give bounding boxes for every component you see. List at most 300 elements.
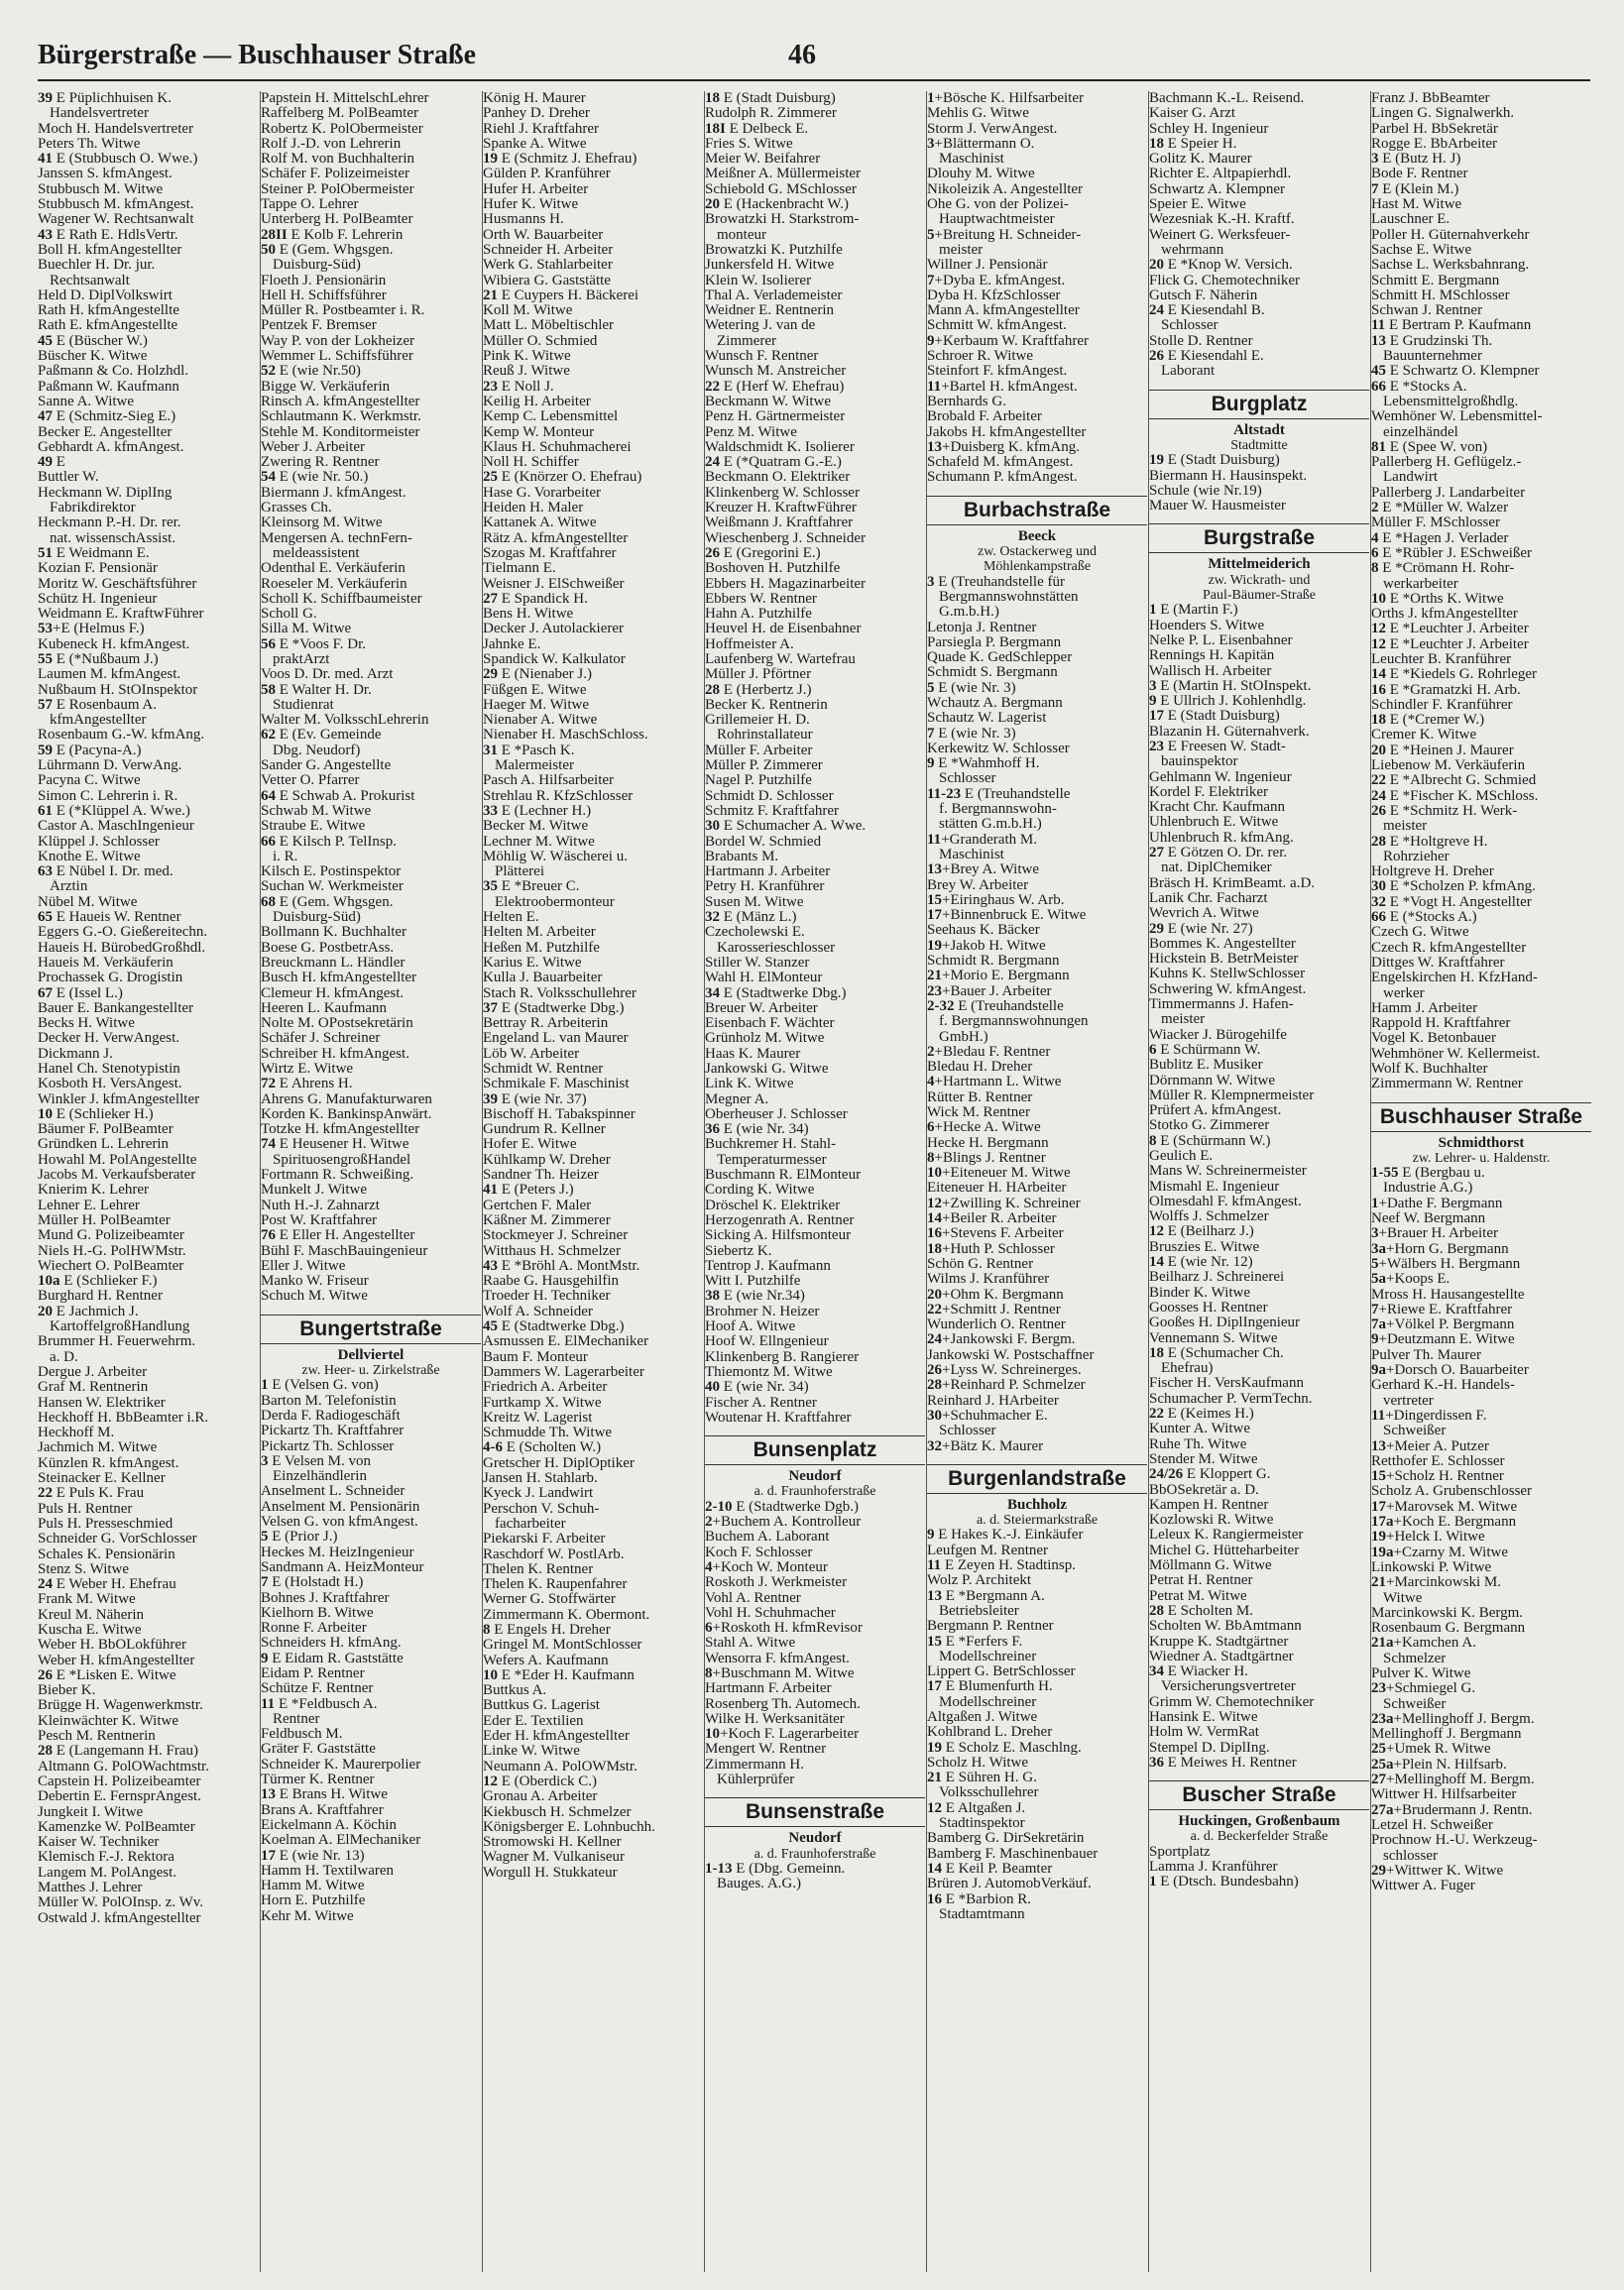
directory-entry: Eggers G.-O. Gießereitechn.: [38, 925, 208, 941]
directory-entry: Sachse L. Werksbahnrang.: [1371, 258, 1530, 274]
directory-entry: Wagener W. Rechtsanwalt: [38, 212, 194, 228]
directory-entry: 26 E *Schmitz H. Werk-: [1371, 803, 1518, 819]
directory-entry: 13+Meier A. Putzer: [1371, 1438, 1489, 1454]
directory-entry: Binder K. Witwe: [1149, 1285, 1251, 1301]
directory-entry: Schales K. Pensionärin: [38, 1546, 175, 1562]
directory-entry: Vetter O. Pfarrer: [261, 773, 360, 789]
directory-entry: Mellinghoff J. Bergmann: [1371, 1727, 1522, 1743]
directory-entry: 24 E (*Quatram G.-E.): [705, 455, 842, 471]
district-label: Neudorf: [788, 1830, 842, 1847]
directory-entry: Robertz K. PolObermeister: [261, 121, 423, 137]
location-note: a. d. Beckerfelder Straße: [1190, 1829, 1329, 1845]
directory-entry: Burghard H. Rentner: [38, 1289, 163, 1305]
directory-entry: Hamm H. Textilwaren: [261, 1863, 395, 1879]
directory-entry: 33 E (Lechner H.): [483, 803, 592, 819]
directory-entry: Schneider G. VorSchlosser: [38, 1532, 197, 1547]
directory-entry: Müller J. Pförtner: [705, 667, 812, 683]
directory-entry: Beckmann O. Elektriker: [705, 470, 851, 486]
directory-entry: Prüfert A. kfmAngest.: [1149, 1103, 1282, 1119]
directory-entry: 1+Dathe F. Bergmann: [1371, 1196, 1503, 1211]
directory-entry: Husmanns H.: [483, 212, 564, 228]
entry-continuation: Ärztin: [50, 879, 88, 895]
directory-entry: 23+Bauer J. Arbeiter: [927, 983, 1052, 999]
directory-entry: Kyeck J. Landwirt: [483, 1486, 594, 1502]
directory-entry: Walter M. VolksschLehrerin: [261, 713, 429, 729]
directory-entry: Kuscha E. Witwe: [38, 1622, 142, 1638]
directory-entry: Leufgen M. Rentner: [927, 1543, 1049, 1558]
directory-entry: 32 E *Vogt H. Angestellter: [1371, 894, 1532, 910]
district-label: Huckingen, Großenbaum: [1178, 1813, 1340, 1830]
directory-entry: Raabe G. Hausgehilfin: [483, 1274, 620, 1290]
location-note: a. d. Steiermarkstraße: [976, 1513, 1099, 1529]
directory-entry: 13 E Grudzinski Th.: [1371, 333, 1493, 349]
directory-entry: 11 E Bertram P. Kaufmann: [1371, 318, 1532, 334]
directory-entry: 9+Deutzmann E. Witwe: [1371, 1332, 1515, 1348]
directory-entry: Fries S. Witwe: [705, 136, 793, 152]
entry-continuation: meldeassistent: [273, 545, 360, 561]
directory-entry: 7 E (Klein M.): [1371, 181, 1459, 197]
directory-entry: Wilms J. Kranführer: [927, 1272, 1050, 1288]
directory-entry: 49 E: [38, 455, 65, 471]
directory-entry: Eisenbach F. Wächter: [705, 1016, 835, 1032]
directory-entry: Klemisch F.-J. Rektora: [38, 1850, 174, 1866]
location-note: a. d. Fraunhoferstraße: [754, 1484, 876, 1500]
directory-entry: Wieschenberg J. Schneider: [705, 530, 866, 546]
directory-entry: Vohl A. Rentner: [705, 1590, 801, 1606]
directory-entry: Eiteneuer H. HArbeiter: [927, 1181, 1067, 1197]
directory-entry: Weinert G. Werksfeuer-: [1149, 227, 1291, 243]
entry-continuation: bauinspektor: [1161, 754, 1238, 770]
directory-entry: 37 E (Stadtwerke Dbg.): [483, 1000, 625, 1016]
directory-entry: Nolte M. OPostsekretärin: [261, 1016, 413, 1032]
directory-entry: Wensorra F. kfmAngest.: [705, 1651, 850, 1666]
directory-entry: 6 E *Rübler J. ESchweißer: [1371, 545, 1533, 561]
directory-entry: Sanne A. Witwe: [38, 394, 135, 409]
entry-continuation: meister: [1383, 819, 1428, 835]
directory-entry: Stender M. Witwe: [1149, 1451, 1258, 1467]
directory-entry: Bamberg G. DirSekretärin: [927, 1831, 1085, 1847]
directory-entry: Eller J. Witwe: [261, 1258, 346, 1274]
directory-entry: 39 E (wie Nr. 37): [483, 1091, 587, 1107]
district-label: Beeck: [1017, 527, 1057, 544]
directory-entry: Stach R. Volksschullehrer: [483, 985, 637, 1001]
directory-entry: 11 E *Feldbusch A.: [261, 1696, 378, 1712]
directory-entry: Grillemeier H. D.: [705, 713, 810, 729]
directory-entry: Gehlmann W. Ingenieur: [1149, 769, 1292, 785]
directory-entry: 26 E Kiesendahl E.: [1149, 349, 1264, 365]
directory-entry: Nagel P. Putzhilfe: [705, 773, 812, 789]
directory-entry: 24 E Kiesendahl B.: [1149, 303, 1265, 319]
directory-entry: Stolle D. Rentner: [1149, 333, 1253, 349]
directory-entry: Heckes M. HeizIngenieur: [261, 1545, 414, 1560]
directory-entry: 12+Zwilling K. Schreiner: [927, 1196, 1081, 1211]
directory-entry: Kreul M. Näherin: [38, 1607, 145, 1623]
directory-entry: Gringel M. MontSchlosser: [483, 1638, 642, 1654]
directory-entry: Eidam P. Rentner: [261, 1665, 365, 1681]
directory-entry: Heckhoff M.: [38, 1426, 115, 1441]
directory-entry: Brans A. Kraftfahrer: [261, 1802, 384, 1818]
directory-entry: Browatzki K. Putzhilfe: [705, 242, 843, 258]
directory-entry: Retthofer E. Schlosser: [1371, 1453, 1505, 1469]
directory-entry: Stockmeyer J. Schreiner: [483, 1228, 629, 1244]
directory-entry: Debertin E. FernsprAngest.: [38, 1789, 201, 1805]
directory-entry: Sicking A. Hilfsmonteur: [705, 1228, 852, 1244]
directory-entry: 68 E (Gem. Whgsgen.: [261, 894, 394, 910]
directory-entry: Golitz K. Maurer: [1149, 152, 1252, 168]
entry-continuation: Rechtsanwalt: [50, 273, 130, 288]
directory-entry: 29 E (wie Nr. 27): [1149, 921, 1253, 937]
directory-entry: Orths J. kfmAngestellter: [1371, 607, 1518, 623]
directory-entry: 19+Jakob H. Witwe: [927, 938, 1046, 954]
directory-entry: Hickstein B. BetrMeister: [1149, 952, 1299, 968]
directory-entry: Gutsch F. Näherin: [1149, 287, 1258, 303]
column-6: [1148, 91, 1369, 2272]
directory-entry: Rütter B. Rentner: [927, 1089, 1033, 1105]
directory-entry: Stehle M. Konditormeister: [261, 424, 420, 440]
directory-entry: Panhey D. Dreher: [483, 106, 590, 122]
directory-entry: Müller F. MSchlosser: [1371, 515, 1501, 531]
directory-entry: Kreitz W. Lagerist: [483, 1410, 593, 1426]
directory-entry: Schreiber H. kfmAngest.: [261, 1046, 409, 1062]
directory-entry: Janssen S. kfmAngest.: [38, 167, 173, 182]
directory-entry: 7 E (Holstadt H.): [261, 1575, 364, 1591]
directory-entry: Ebbers W. Rentner: [705, 591, 817, 607]
directory-entry: Bäumer F. PolBeamter: [38, 1122, 174, 1138]
directory-entry: 12 E *Leuchter J. Arbeiter: [1371, 636, 1529, 652]
directory-entry: Scholl K. Schiffbaumeister: [261, 591, 422, 607]
entry-continuation: nat. DiplChemiker: [1161, 860, 1272, 876]
directory-entry: Heckmann P.-H. Dr. rer.: [38, 515, 181, 531]
directory-entry: Buchkremer H. Stahl-: [705, 1137, 837, 1153]
entry-continuation: Handelsvertreter: [50, 106, 149, 122]
entry-continuation: Schweißer: [1383, 1424, 1447, 1439]
directory-entry: Manko W. Friseur: [261, 1274, 369, 1290]
directory-entry: Letzel H. Schweißer: [1371, 1817, 1493, 1833]
district-label: Schmidthorst: [1438, 1134, 1525, 1151]
entry-continuation: Bauunternehmer: [1383, 349, 1482, 365]
entry-continuation: Schweißer: [1383, 1696, 1447, 1712]
directory-entry: Bublitz E. Musiker: [1149, 1058, 1263, 1074]
entry-continuation: Industrie A.G.): [1383, 1181, 1473, 1197]
directory-entry: Dergue J. Arbeiter: [38, 1364, 148, 1380]
directory-entry: Matthes J. Lehrer: [38, 1881, 143, 1896]
directory-entry: Flick G. Chemotechniker: [1149, 273, 1301, 288]
directory-entry: 21+Marcinkowski M.: [1371, 1575, 1501, 1591]
entry-continuation: meister: [1161, 1012, 1206, 1028]
directory-entry: 12 E Altgaßen J.: [927, 1800, 1026, 1816]
directory-entry: 9 E Hakes K.-J. Einkäufer: [927, 1528, 1084, 1544]
location-note: zw. Heer- u. Zirkelstraße: [301, 1363, 440, 1379]
directory-entry: Schmidt S. Bergmann: [927, 665, 1058, 681]
directory-entry: Schindler F. Kranführer: [1371, 697, 1513, 713]
directory-entry: 17 E (Stadt Duisburg): [1149, 709, 1280, 725]
directory-entry: Rätz A. kfmAngestellter: [483, 530, 629, 546]
directory-entry: Ostwald J. kfmAngestellter: [38, 1910, 201, 1926]
directory-entry: Stenz S. Witwe: [38, 1561, 130, 1577]
directory-entry: Gerhard K.-H. Handels-: [1371, 1378, 1515, 1394]
directory-entry: Schäfer J. Schreiner: [261, 1031, 381, 1047]
district-label: Neudorf: [788, 1468, 842, 1485]
directory-entry: Thiemontz M. Witwe: [705, 1364, 833, 1380]
directory-entry: 11+Dingerdissen F.: [1371, 1408, 1487, 1424]
entry-continuation: Maschinist: [939, 847, 1004, 862]
entry-continuation: Einzelhändlerin: [273, 1469, 367, 1485]
directory-entry: Oberheuser J. Schlosser: [705, 1106, 848, 1122]
directory-entry: Möhlig W. Wäscherei u.: [483, 849, 628, 864]
directory-entry: 4+Koch W. Monteur: [705, 1559, 828, 1575]
directory-entry: Woutenar H. Kraftfahrer: [705, 1410, 852, 1426]
directory-entry: Rudolph R. Zimmerer: [705, 106, 837, 122]
directory-entry: Jachmich M. Witwe: [38, 1440, 158, 1456]
directory-entry: Marcinkowski K. Bergm.: [1371, 1605, 1524, 1621]
entry-continuation: werker: [1383, 985, 1425, 1001]
directory-entry: 20 E *Knop W. Versich.: [1149, 258, 1293, 274]
entry-continuation: Temperaturmesser: [717, 1152, 827, 1168]
directory-entry: 38 E (wie Nr.34): [705, 1289, 805, 1305]
directory-entry: Wahl H. ElMonteur: [705, 971, 823, 986]
directory-entry: Ronne F. Arbeiter: [261, 1621, 367, 1637]
directory-entry: Brey W. Arbeiter: [927, 877, 1029, 893]
directory-entry: Neumann A. PolOWMstr.: [483, 1759, 638, 1775]
directory-entry: Feldbusch M.: [261, 1727, 343, 1743]
directory-entry: Koll M. Witwe: [483, 303, 573, 319]
directory-entry: 18+Huth P. Schlosser: [927, 1241, 1055, 1257]
directory-entry: 66 E (*Stocks A.): [1371, 910, 1477, 926]
directory-entry: Noll H. Schiffer: [483, 455, 579, 471]
entry-continuation: Schlosser: [1161, 318, 1218, 334]
directory-entry: 3 E Velsen M. von: [261, 1453, 371, 1469]
directory-entry: Pesch M. Rentnerin: [38, 1729, 156, 1745]
directory-entry: Rinsch A. kfmAngestellter: [261, 394, 420, 409]
directory-entry: Pulver K. Witwe: [1371, 1665, 1471, 1681]
directory-entry: 9 E Eidam R. Gaststätte: [261, 1651, 404, 1666]
directory-entry: Stahl A. Witwe: [705, 1636, 796, 1652]
directory-entry: Pentzek F. Bremser: [261, 318, 377, 334]
directory-entry: 28 E (Herbertz J.): [705, 682, 812, 698]
directory-entry: 20+Ohm K. Bergmann: [927, 1287, 1064, 1303]
directory-entry: Weber H. BbOLokführer: [38, 1638, 186, 1654]
directory-entry: Cremer K. Witwe: [1371, 728, 1477, 744]
directory-entry: Schroer R. Witwe: [927, 349, 1034, 365]
directory-entry: Wittwer A. Fuger: [1371, 1879, 1475, 1894]
directory-entry: 22 E Puls K. Frau: [38, 1486, 145, 1502]
entry-continuation: Schmelzer: [1383, 1651, 1447, 1666]
entry-continuation: Laborant: [1161, 364, 1216, 380]
directory-entry: Herzogenrath A. Rentner: [705, 1212, 855, 1228]
directory-entry: Thal A. Verlademeister: [705, 287, 843, 303]
directory-entry: Jungkeit I. Witwe: [38, 1804, 144, 1820]
directory-entry: Müller R. Postbeamter i. R.: [261, 303, 425, 319]
directory-entry: Spandick W. Kalkulator: [483, 651, 626, 667]
entry-continuation: f. Bergmannswohn-: [939, 802, 1057, 818]
directory-entry: 5+Breitung H. Schneider-: [927, 227, 1082, 243]
directory-entry: Nuth H.-J. Zahnarzt: [261, 1198, 380, 1213]
directory-entry: Ruhe Th. Witwe: [1149, 1436, 1247, 1452]
entry-continuation: a. D.: [50, 1349, 78, 1365]
directory-entry: Pulver Th. Maurer: [1371, 1347, 1481, 1363]
directory-entry: Strehlau R. KfzSchlosser: [483, 788, 634, 804]
directory-entry: 18 E (*Cremer W.): [1371, 713, 1485, 729]
directory-entry: Raffelberg M. PolBeamter: [261, 106, 418, 122]
directory-entry: Suchan W. Werkmeister: [261, 879, 404, 895]
directory-entry: Rath H. kfmAngestellte: [38, 303, 179, 319]
directory-entry: Jankowski G. Witwe: [705, 1062, 829, 1077]
directory-entry: Pacyna C. Witwe: [38, 773, 141, 789]
directory-entry: Gründken L. Lehrerin: [38, 1137, 170, 1153]
directory-entry: 21+Morio E. Bergmann: [927, 969, 1070, 984]
directory-entry: Hanel Ch. Stenotypistin: [38, 1062, 180, 1077]
directory-entry: 11+Granderath M.: [927, 832, 1037, 848]
directory-entry: Bollmann K. Buchhalter: [261, 925, 407, 941]
directory-entry: Klüppel J. Schlosser: [38, 834, 160, 850]
directory-entry: Piekarski F. Arbeiter: [483, 1532, 606, 1547]
directory-entry: Winkler J. kfmAngestellter: [38, 1091, 200, 1107]
directory-entry: Mund G. Polizeibeamter: [38, 1228, 184, 1244]
directory-entry: Heeren L. Kaufmann: [261, 1000, 388, 1016]
directory-entry: Hahn A. Putzhilfe: [705, 607, 812, 623]
entry-continuation: Stadtinspektor: [939, 1816, 1025, 1832]
directory-entry: Worgull H. Stukkateur: [483, 1865, 618, 1881]
directory-entry: Munkelt J. Witwe: [261, 1183, 368, 1199]
directory-entry: Werner G. Stoffwärter: [483, 1592, 616, 1608]
directory-entry: 17 E Blumenfurth H.: [927, 1679, 1053, 1695]
directory-entry: Hufer K. Witwe: [483, 197, 579, 213]
directory-entry: 8 E *Crömann H. Rohr-: [1371, 561, 1515, 577]
directory-entry: Hufer H. Arbeiter: [483, 181, 589, 197]
entry-continuation: Hauptwachtmeister: [939, 212, 1055, 228]
directory-entry: Lamma J. Kranführer: [1149, 1860, 1278, 1876]
entry-continuation: werkarbeiter: [1383, 576, 1458, 592]
directory-entry: Fischer A. Rentner: [705, 1395, 817, 1411]
directory-entry: 40 E (wie Nr. 34): [705, 1380, 809, 1396]
directory-entry: Ohe G. von der Polizei-: [927, 197, 1069, 213]
directory-entry: Reinhard J. HArbeiter: [927, 1393, 1059, 1409]
location-note: a. d. Fraunhoferstraße: [754, 1846, 876, 1862]
directory-entry: Schneiders H. kfmAng.: [261, 1636, 402, 1652]
directory-entry: Helten M. Arbeiter: [483, 925, 596, 941]
directory-entry: 61 E (*Klüppel A. Wwe.): [38, 803, 190, 819]
directory-entry: Kordel F. Elektriker: [1149, 784, 1269, 800]
directory-entry: 62 E (Ev. Gemeinde: [261, 728, 382, 744]
directory-entry: Reuß J. Witwe: [483, 364, 570, 380]
directory-entry: Nußbaum H. StOInspektor: [38, 682, 198, 698]
directory-entry: Junkersfeld H. Witwe: [705, 258, 835, 274]
directory-entry: Baum F. Monteur: [483, 1349, 588, 1365]
directory-entry: Zimmermann K. Obermont.: [483, 1607, 650, 1623]
directory-entry: 17+Binnenbruck E. Witwe: [927, 908, 1087, 924]
entry-continuation: Versicherungsvertreter: [1161, 1679, 1296, 1695]
directory-entry: Stiller W. Stanzer: [705, 955, 810, 971]
directory-entry: 2+Bledau F. Rentner: [927, 1044, 1051, 1060]
entry-continuation: Modellschreiner: [939, 1649, 1037, 1664]
directory-entry: Buttkus G. Lagerist: [483, 1698, 600, 1714]
directory-entry: Vennemann S. Witwe: [1149, 1330, 1278, 1346]
directory-entry: 5+Wälbers H. Bergmann: [1371, 1256, 1521, 1272]
entry-continuation: Witwe: [1383, 1590, 1423, 1606]
directory-entry: Schule (wie Nr.19): [1149, 483, 1262, 499]
directory-entry: Moritz W. Geschäftsführer: [38, 576, 197, 592]
directory-entry: Lingen G. Signalwerkh.: [1371, 106, 1515, 122]
directory-entry: 16 E *Barbion R.: [927, 1891, 1031, 1907]
directory-entry: 12 E (Oberdick C.): [483, 1774, 597, 1789]
directory-entry: Steinacker E. Kellner: [38, 1471, 166, 1487]
directory-entry: Schön G. Rentner: [927, 1256, 1034, 1272]
directory-entry: 18 E (Stadt Duisburg): [705, 91, 836, 106]
directory-entry: Schneider H. Arbeiter: [483, 242, 614, 258]
directory-entry: Büscher K. Witwe: [38, 349, 148, 365]
directory-entry: 15+Eiringhaus W. Arb.: [927, 892, 1065, 908]
directory-entry: Post W. Kraftfahrer: [261, 1212, 378, 1228]
directory-entry: Klein W. Isolierer: [705, 273, 812, 288]
directory-entry: Buttler W.: [38, 470, 99, 486]
directory-entry: 6 E Schürmann W.: [1149, 1042, 1261, 1058]
directory-entry: Breuckmann L. Händler: [261, 955, 406, 971]
directory-entry: Werk G. Stahlarbeiter: [483, 258, 613, 274]
directory-entry: Lippert G. BetrSchlosser: [927, 1664, 1076, 1680]
district-label: Mittelmeiderich: [1208, 556, 1311, 573]
directory-entry: 6+Roskoth H. kfmRevisor: [705, 1621, 863, 1637]
directory-entry: Sachse E. Witwe: [1371, 242, 1472, 258]
directory-entry: 56 E *Voos F. Dr.: [261, 636, 367, 652]
directory-entry: Wchautz A. Bergmann: [927, 695, 1063, 711]
directory-entry: Mann A. kfmAngestellter: [927, 303, 1080, 319]
directory-entry: Liebenow M. Verkäuferin: [1371, 758, 1526, 774]
entry-continuation: SpirituosengroßHandel: [273, 1152, 411, 1168]
directory-entry: 29 E (Nienaber J.): [483, 667, 592, 683]
directory-entry: Löb W. Arbeiter: [483, 1046, 580, 1062]
directory-entry: Wemmer L. Schiffsführer: [261, 349, 413, 365]
directory-entry: Poller H. Güternahverkehr: [1371, 227, 1530, 243]
directory-entry: Vohl H. Schuhmacher: [705, 1605, 836, 1621]
directory-entry: 3+Brauer H. Arbeiter: [1371, 1226, 1498, 1242]
directory-entry: Wolf A. Schneider: [483, 1304, 593, 1319]
directory-entry: Decker J. Autolackierer: [483, 622, 625, 637]
directory-entry: Friedrich A. Arbeiter: [483, 1380, 608, 1396]
directory-entry: König H. Maurer: [483, 91, 586, 106]
directory-entry: Letonja J. Rentner: [927, 620, 1037, 635]
directory-entry: Kunter A. Witwe: [1149, 1422, 1251, 1437]
directory-entry: 10+Koch F. Lagerarbeiter: [705, 1727, 860, 1743]
directory-entry: 45 E Schwartz O. Klempner: [1371, 364, 1540, 380]
directory-entry: 53+E (Helmus F.): [38, 622, 145, 637]
directory-entry: Timmermanns J. Hafen-: [1149, 997, 1294, 1013]
directory-entry: 19 E Scholz E. Maschlng.: [927, 1740, 1082, 1756]
directory-entry: Mengert W. Rentner: [705, 1742, 827, 1758]
directory-entry: Kemp W. Monteur: [483, 424, 595, 440]
directory-entry: 31 E *Pasch K.: [483, 743, 575, 758]
directory-entry: Gülden P. Kranführer: [483, 167, 611, 182]
directory-entry: 20 E Jachmich J.: [38, 1304, 139, 1319]
directory-entry: Schmidt W. Rentner: [483, 1062, 604, 1077]
column-3: [482, 91, 703, 2272]
directory-entry: Moch H. Handelsvertreter: [38, 121, 194, 137]
directory-entry: Kruppe K. Stadtgärtner: [1149, 1634, 1289, 1650]
directory-entry: 4-6 E (Scholten W.): [483, 1440, 602, 1456]
directory-entry: 36 E Meiwes H. Rentner: [1149, 1755, 1297, 1771]
directory-entry: 23+Schmiegel G.: [1371, 1681, 1476, 1697]
directory-entry: Kreuzer H. KraftwFührer: [705, 501, 857, 516]
directory-entry: Mauer W. Hausmeister: [1149, 499, 1286, 515]
directory-entry: Rogge E. BbArbeiter: [1371, 136, 1498, 152]
directory-entry: Helten E.: [483, 910, 539, 926]
directory-entry: Füßgen E. Witwe: [483, 682, 587, 698]
directory-entry: 66 E *Stocks A.: [1371, 379, 1467, 395]
directory-entry: Hofer E. Witwe: [483, 1137, 577, 1153]
entry-continuation: meister: [939, 242, 984, 258]
directory-entry: 67 E (Issel L.): [38, 985, 123, 1001]
directory-entry: Szogas M. Kraftfahrer: [483, 545, 617, 561]
directory-entry: Lehner E. Lehrer: [38, 1198, 140, 1213]
